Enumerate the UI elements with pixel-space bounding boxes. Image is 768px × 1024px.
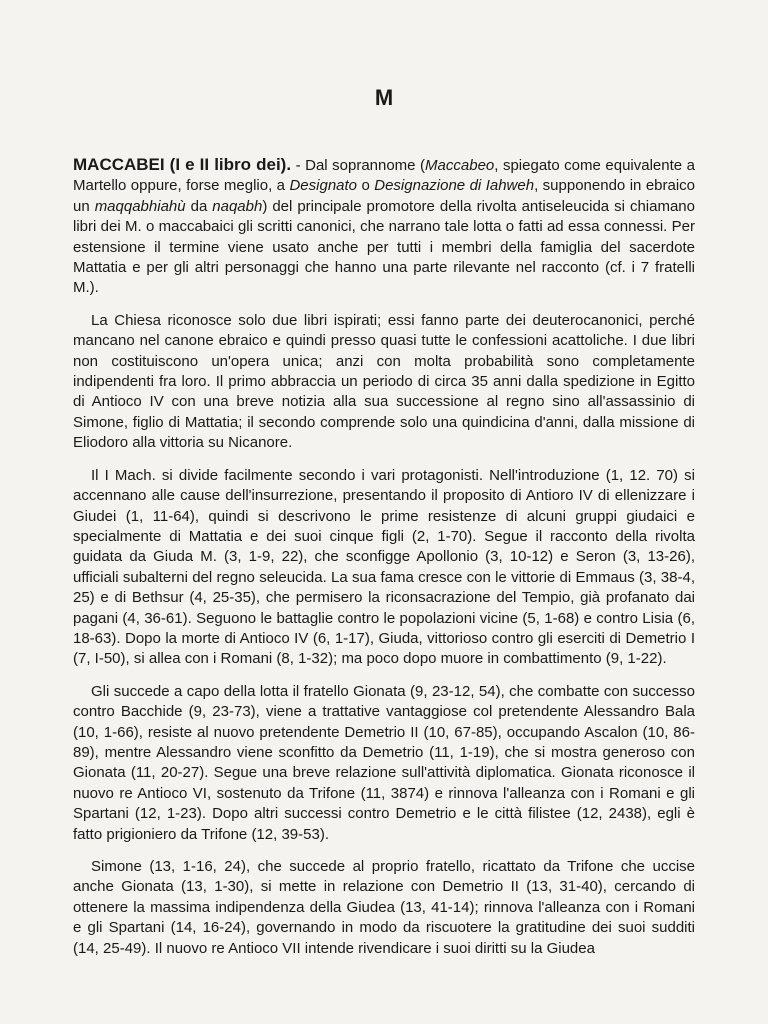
p1-italic-maccabeo: Maccabeo: [425, 157, 495, 174]
p1-text-a: Dal soprannome (: [305, 157, 426, 174]
p1-text-d: , supponendo in ebraico un: [73, 177, 696, 215]
section-letter-heading: M: [374, 85, 394, 110]
entry-paragraph-3: Il I Mach. si divide facilmente secondo i vari protagonisti. Nell'introduzione (1, 12. 70) si accennano alle cause dell'insurrezione, presentando il proposito di Antioro IV di ellenizzare i Giudei (1, 11-64), quindi si descrivono le prime resistenze di alcuni gruppi giudaici e specialmente di Mattatia e dei suoi cinque figli (2, 1-70). Segue il racconto della rivolta guidata da Giuda M. (3, 1-9, 22), che sconfigge Apollonio (3, 10-12) e Seron (3, 13-26), ufficiali subalterni del regno seleucida. La sua fama cresce con le vittorie di Emmaus (3, 38-4, 25) e di Bethsur (4, 25-35), che permisero la riconsacrazione del Tempio, già profanato dai pagani (4, 36-61). Seguono le battaglie contro le popolazioni vicine (5, 1-68) e contro Lisia (6, 18-63). Dopo la morte di Antioco IV (6, 1-17), Giuda, vittorioso contro gli eserciti di Demetrio I (7, I-50), si allea con i Romani (8, 1-32); ma poco dopo muore in combattimento (9, 1-22).: [73, 466, 695, 668]
headword-separator: -: [291, 157, 306, 174]
entry-paragraph-2: La Chiesa riconosce solo due libri ispirati; essi fanno parte dei deuterocanonici, perché mancano nel canone ebraico e quindi presso quasi tutte le confessioni acattoliche. I due libri non costituiscono un'opera unica; anzi con molta probabilità sono completamente indipendenti fra loro. Il primo abbraccia un periodo di circa 35 anni dalla spedizione in Egitto di Antioco IV con una breve notizia alla sua successione al regno sino all'assassinio di Simone, figlio di Mattatia; il secondo comprende solo una quindicina d'anni, dalla missione di Eliodoro alla vittoria su Nicanore.: [73, 311, 695, 452]
p1-text-c: o: [357, 177, 375, 195]
p1-text-b: , spiegato come equivalente a Martello oppure, forse meglio, a: [73, 157, 695, 195]
p1-italic-designazione: Designazione di Iahweh: [374, 177, 535, 195]
p1-text-f: ) del principale promotore della rivolta antiseleucida si chiamano libri dei M. o maccabaici gli scritti canonici, che narrano tale lotta o fatti ad essa connessi. Per estensione il termine viene usato anche per tutti i membri della famiglia del sacerdote Mattatia e per gli altri personaggi che hanno una parte rilevante nel racconto (cf. i 7 fratelli M.).: [73, 197, 695, 297]
p1-italic-designato: Designato: [289, 177, 358, 195]
p1-italic-naqabh: naqabh: [212, 197, 263, 215]
entry-paragraph-5: Simone (13, 1-16, 24), che succede al proprio fratello, ricattato da Trifone che uccise anche Gionata (13, 1-30), si mette in relazione con Demetrio II (13, 31-40), cercando di ottenere la massima indipendenza della Giudea (13, 41-14); rinnova l'alleanza con i Romani e gli Spartani (14, 16-24), governando in modo da riscuotere la gratitudine dei suoi sudditi (14, 25-49). Il nuovo re Antioco VII intende rivendicare i suoi diritti su la Giudea: [73, 858, 695, 957]
entry-headword: MACCABEI (I e II libro dei).: [73, 155, 292, 174]
dictionary-entry: [73, 155, 695, 971]
entry-paragraph-1: [73, 155, 695, 299]
p1-text-e: da: [185, 197, 213, 215]
entry-paragraph-4: Gli succede a capo della lotta il fratello Gionata (9, 23-12, 54), che combatte con successo contro Bacchide (9, 23-73), viene a trattative vantaggiose col pretendente Alessandro Bala (10, 1-66), resiste al nuovo pretendente Demetrio II (10, 67-85), occupando Ascalon (10, 86-89), mentre Alessandro viene sconfitto da Demetrio (11, 1-19), che si mostra generoso con Gionata (11, 20-27). Segue una breve relazione sull'attività diplomatica. Gionata riconosce il nuovo re Antioco VI, sostenuto da Trifone (11, 3874) e rinnova l'alleanza con i Romani e gli Spartani (12, 1-23). Dopo altri successi contro Demetrio e le città filistee (12, 2438), egli è fatto prigioniero da Trifone (12, 39-53).: [73, 682, 695, 843]
p1-italic-maqqabhiahu: maqqabhiahù: [94, 197, 186, 215]
